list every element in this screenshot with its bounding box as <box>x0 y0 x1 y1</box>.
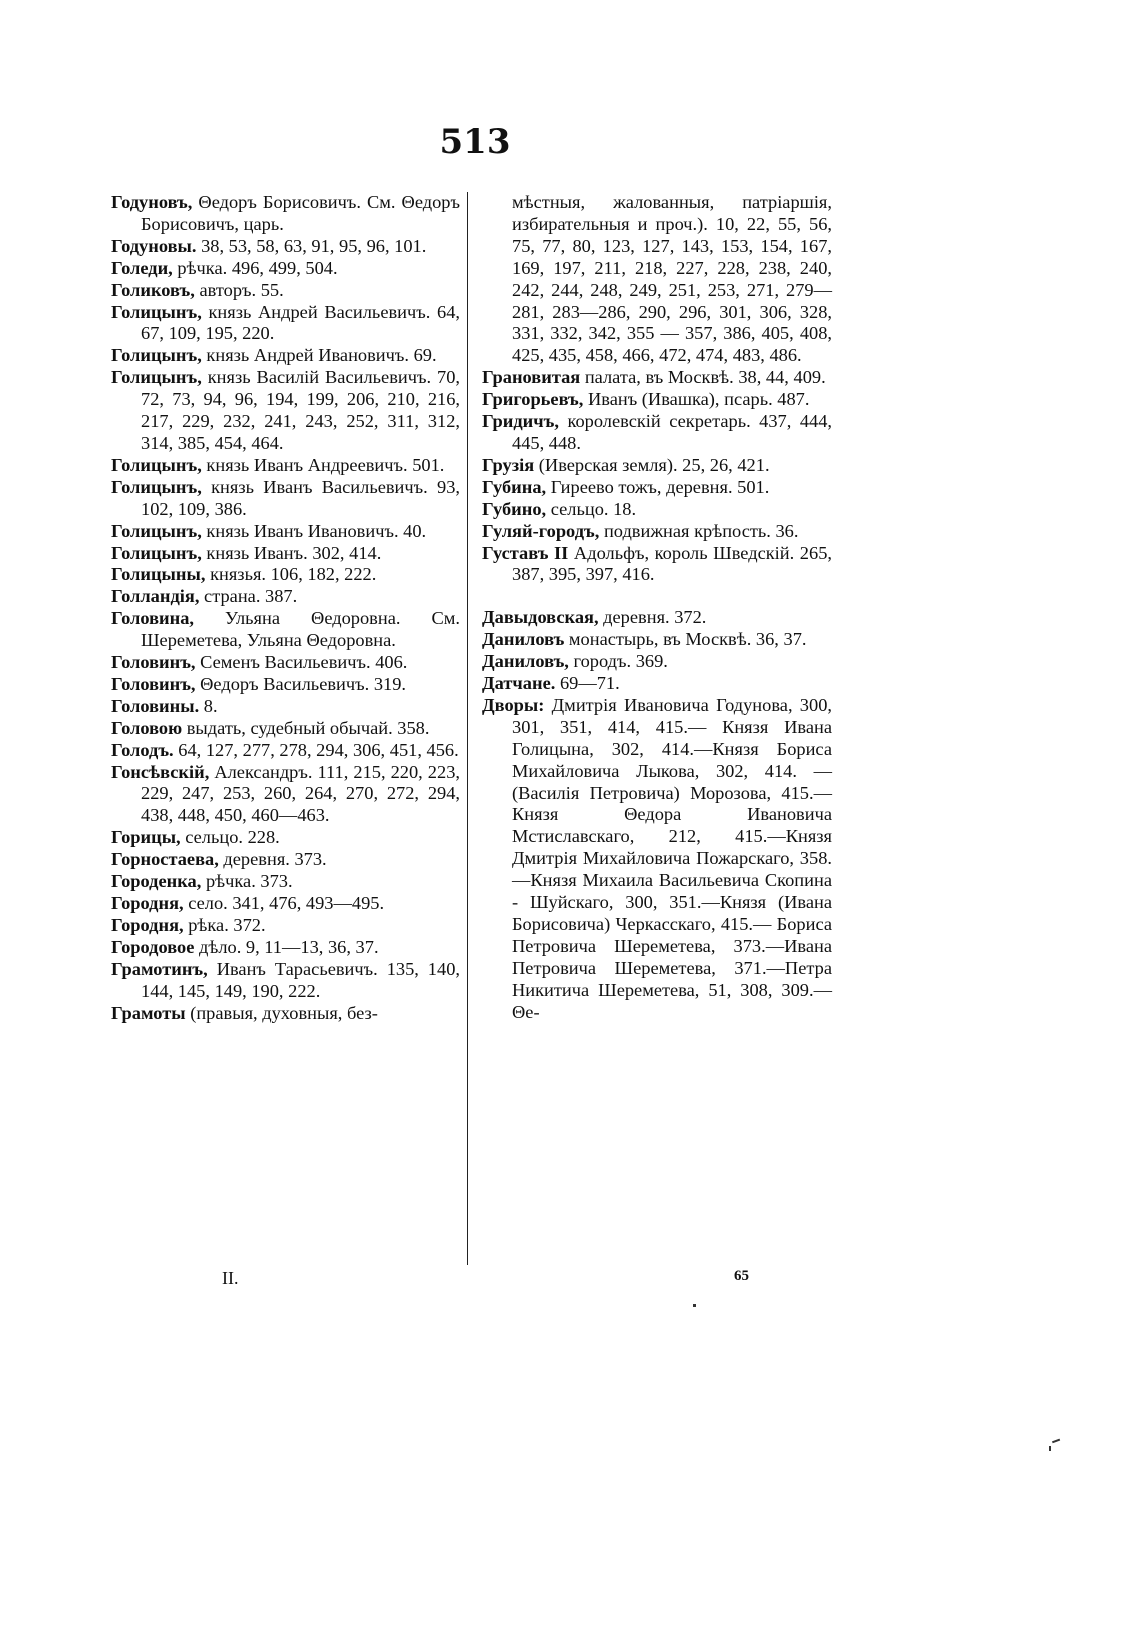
entry-text: Θедоръ Борисовичъ. См. Θедоръ Борисовичъ, царь. <box>141 192 460 234</box>
entry-headword: Голицынъ, <box>111 454 202 475</box>
signature-mark: II. <box>222 1268 239 1288</box>
entry-text: (Иверская земля). 25, 26, 421. <box>534 454 770 475</box>
entry-headword: Губина, <box>482 476 547 497</box>
entry-headword: Головинъ, <box>111 673 196 694</box>
entry-text: село. 341, 476, 493—495. <box>183 893 385 913</box>
index-entry <box>482 607 832 629</box>
entry-text: деревня. 372. <box>598 607 707 628</box>
index-entry <box>482 543 832 587</box>
index-entry <box>482 695 832 1024</box>
entry-text: Иванъ Тарасьевичъ. 135, 140, 144, 145, 149, 190, 222. <box>141 958 460 1001</box>
index-entry <box>111 192 460 236</box>
index-entry <box>111 915 460 937</box>
entry-text: дѣло. 9, 11—13, 36, 37. <box>194 936 379 957</box>
index-entry <box>111 302 460 346</box>
index-entry <box>482 192 832 367</box>
index-entry <box>111 762 460 828</box>
entry-headword: Головою <box>111 717 183 738</box>
index-entry <box>482 455 832 477</box>
entry-headword: Губино, <box>482 498 547 519</box>
entry-text: выдать, судебный обычай. 358. <box>182 717 430 738</box>
entry-headword: Голицыны, <box>111 564 206 585</box>
entry-text: 64, 127, 277, 278, 294, 306, 451, 456. <box>173 739 459 760</box>
entry-text: городъ. 369. <box>568 651 668 672</box>
entry-text: князь Андрей Ивановичъ. 69. <box>201 345 437 366</box>
entry-headword: Голицынъ, <box>111 542 202 563</box>
entry-text: рѣчка. 373. <box>201 871 293 892</box>
entry-text: подвижная крѣпость. 36. <box>599 520 799 541</box>
ink-speck <box>1052 1439 1060 1443</box>
entry-text: князь Иванъ. 302, 414. <box>201 542 382 563</box>
entry-headword: Даниловъ, <box>482 651 569 672</box>
index-entry <box>111 718 460 740</box>
entry-text: Адольфъ, король Шведскій. 265, 387, 395, 397, 416. <box>512 542 832 585</box>
entry-text: князь Андрей Васильевичъ. 64, 67, 109, 195, 220. <box>141 301 460 344</box>
index-entry <box>482 499 832 521</box>
entry-text: палата, въ Москвѣ. 38, 44, 409. <box>580 367 826 388</box>
index-entry <box>111 652 460 674</box>
index-entry <box>111 1003 460 1025</box>
entry-headword: Годуновы. <box>111 235 197 256</box>
entry-headword: Городенка, <box>111 871 202 892</box>
entry-text: Александръ. 111, 215, 220, 223, 229, 247, 253, 260, 264, 270, 272, 294, 438, 448, 450, 460—463. <box>141 761 460 826</box>
index-entry <box>482 389 832 411</box>
entry-headword: Дворы: <box>482 694 545 715</box>
entry-headword: Голицынъ, <box>111 301 202 322</box>
entry-text: князь Иванъ Васильевичъ. 93, 102, 109, 386. <box>141 476 460 519</box>
index-entry <box>482 673 832 695</box>
entry-headword: Гуляй-городъ, <box>482 520 600 541</box>
entry-text: Θедоръ Васильевичъ. 319. <box>195 673 407 694</box>
index-entry <box>111 564 460 586</box>
entry-text: князья. 106, 182, 222. <box>205 564 377 585</box>
entry-text: сельцо. 18. <box>546 498 637 519</box>
entry-headword: Горицы, <box>111 827 181 848</box>
entry-headword: Городня, <box>111 893 184 913</box>
entry-headword: Голицынъ, <box>111 520 202 541</box>
entry-headword: Голландія, <box>111 586 200 607</box>
entry-headword: Грамоты <box>111 1002 186 1023</box>
index-entry <box>482 367 832 389</box>
index-entry <box>482 411 832 455</box>
entry-headword: Голицынъ, <box>111 345 202 366</box>
entry-headword: Голицынъ, <box>111 476 202 497</box>
entry-headword: Горностаева, <box>111 849 219 870</box>
index-entry <box>482 629 832 651</box>
index-entry <box>111 608 460 652</box>
index-entry <box>111 893 460 915</box>
entry-headword: Головина, <box>111 608 195 629</box>
index-entry <box>111 740 460 762</box>
entry-text: Ульяна Θедоровна. См. Шереметева, Ульяна Θедоровна. <box>141 608 460 651</box>
index-entry <box>111 827 460 849</box>
entry-headword: Датчане. <box>482 673 556 694</box>
right-column <box>482 192 832 1024</box>
index-entry <box>111 849 460 871</box>
entry-headword: Грамотинъ, <box>111 958 208 979</box>
index-entry <box>111 586 460 608</box>
index-entry <box>111 367 460 455</box>
entry-text: князь Иванъ Ивановичъ. 40. <box>201 520 427 541</box>
entry-text: сельцо. 228. <box>180 827 280 848</box>
entry-text: мѣстныя, жалованныя, патріаршія, избирательныя и проч.). 10, 22, 55, 56, 75, 77, 80, 123, 127, 143, 153, 154, 167, 169, 197, 211, 218, 227, 228, 238, 240, 242, 244, 248, 249, 251, 253, 271, 279—281, 283—286, 290, 296, 301, 306, 328, 331, 332, 342, 355 — 357, 386, 405, 408, 425, 435, 458, 466, 472, 474, 483, 486. <box>512 192 832 366</box>
entry-text: 69—71. <box>555 673 620 694</box>
entry-headword: Грановитая <box>482 367 581 388</box>
index-entry <box>111 345 460 367</box>
entry-headword: Голицынъ, <box>111 367 202 388</box>
entry-headword: Григорьевъ, <box>482 389 584 410</box>
entry-text: рѣка. 372. <box>183 914 266 935</box>
index-entry <box>111 236 460 258</box>
entry-text: (правыя, духовныя, без- <box>185 1002 378 1023</box>
entry-text: Гиреево тожъ, деревня. 501. <box>546 476 770 497</box>
index-entry <box>111 280 460 302</box>
index-entry <box>111 937 460 959</box>
index-entry <box>111 674 460 696</box>
entry-headword: Даниловъ <box>482 629 565 650</box>
entry-text: Дмитрія Ивановича Годунова, 300, 301, 351, 414, 415.— Князя Ивана Голицына, 302, 414.—Князя Бориса Михайловича Лыкова, 302, 414. — (Василія Петровича) Морозова, 415.—Князя Θедора Ивановича Мстиславскаго, 212, 415.—Князя Дмитрія Михайловича Пожарскаго, 358.—Князя Михаила Васильевича Скопина - Шуйскаго, 300, 351.—Князя (Ивана Борисовича) Черкасскаго, 415.— Бориса Петровича Шереметева, 373.—Ивана Петровича Шереметева, 371.—Петра Никитича Шереметева, 51, 308, 309.—Θе- <box>512 694 832 1022</box>
entry-text: страна. 387. <box>199 586 298 607</box>
index-entry <box>482 477 832 499</box>
entry-headword: Грузія <box>482 454 535 475</box>
page-number: 513 <box>439 122 511 162</box>
index-entry <box>111 959 460 1003</box>
entry-headword: Голиковъ, <box>111 279 195 300</box>
entry-headword: Городовое <box>111 936 195 957</box>
entry-text: королевскій секретарь. 437, 444, 445, 448. <box>512 411 832 453</box>
index-entry <box>111 477 460 521</box>
index-entry <box>111 521 460 543</box>
entry-text: князь Василій Васильевичъ. 70, 72, 73, 94, 96, 194, 199, 206, 210, 216, 217, 229, 232, 241, 243, 252, 311, 312, 314, 385, 454, 464. <box>141 367 460 453</box>
entry-headword: Гонсѣвскій, <box>111 761 210 782</box>
ink-speck <box>693 1304 696 1307</box>
index-entry <box>111 543 460 565</box>
entry-text: монастырь, въ Москвѣ. 36, 37. <box>564 629 807 650</box>
index-entry <box>482 521 832 543</box>
ink-speck <box>1049 1446 1051 1451</box>
left-column <box>111 192 460 1024</box>
entry-headword: Голеди, <box>111 257 173 278</box>
entry-headword: Годуновъ, <box>111 192 193 212</box>
index-entry <box>111 871 460 893</box>
entry-headword: Городня, <box>111 914 184 935</box>
entry-text: Семенъ Васильевичъ. 406. <box>195 652 408 673</box>
entry-text: Иванъ (Ивашка), псарь. 487. <box>583 389 810 410</box>
entry-text: 38, 53, 58, 63, 91, 95, 96, 101. <box>196 235 427 256</box>
entry-text: авторъ. 55. <box>194 279 284 300</box>
entry-text: 8. <box>199 695 218 716</box>
entry-headword: Головины. <box>111 695 200 716</box>
entry-text: рѣчка. 496, 499, 504. <box>172 257 338 278</box>
index-entry <box>111 258 460 280</box>
entry-text: деревня. 373. <box>218 849 327 870</box>
entry-headword: Головинъ, <box>111 652 196 673</box>
sheet-number: 65 <box>734 1268 749 1284</box>
entry-text: князь Иванъ Андреевичъ. 501. <box>201 454 445 475</box>
section-gap <box>482 586 832 607</box>
index-entry <box>482 651 832 673</box>
column-divider <box>467 192 468 1265</box>
entry-headword: Голодъ. <box>111 739 174 760</box>
entry-headword: Давыдовская, <box>482 607 599 628</box>
entry-headword: Густавъ II <box>482 542 569 563</box>
entry-headword: Гридичъ, <box>482 411 559 432</box>
index-entry <box>111 696 460 718</box>
index-entry <box>111 455 460 477</box>
